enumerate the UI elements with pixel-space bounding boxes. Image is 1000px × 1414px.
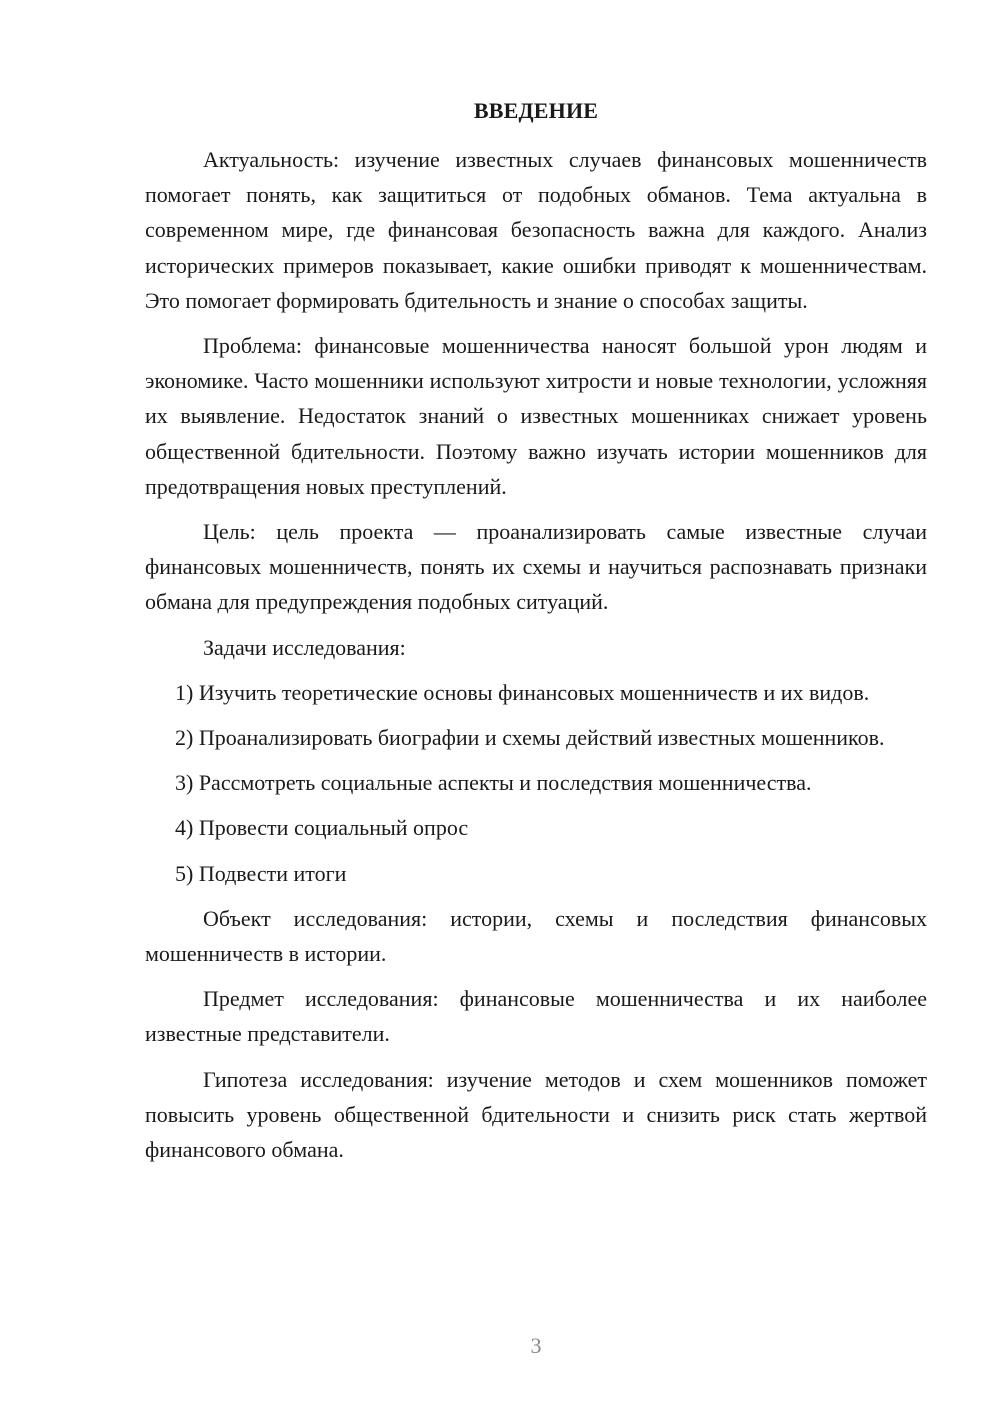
task-item-3: 3) Рассмотреть социальные аспекты и последствия мошенничества.: [175, 770, 812, 796]
task-item-4: 4) Провести социальный опрос: [175, 815, 469, 841]
page-title: ВВЕДЕНИЕ: [473, 98, 599, 123]
task-item-2: 2) Проанализировать биографии и схемы действий известных мошенников.: [175, 725, 885, 751]
document-page: [145, 96, 927, 1167]
tasks-heading: Задачи исследования:: [203, 634, 406, 660]
problem-paragraph: Проблема: финансовые мошенничества наносят большой урон людям и экономике. Часто мошенники используют хитрости и новые технологии, усложняя их выявление. Недостаток знаний о известных мошенниках снижает уровень общественной бдительности. Поэтому важно изучать истории мошенников для предотвращения новых преступлений.: [145, 333, 927, 499]
subject-paragraph: Предмет исследования: финансовые мошенничества и их наиболее известные представители.: [145, 986, 927, 1047]
hypothesis-paragraph: Гипотеза исследования: изучение методов и схем мошенников поможет повысить уровень общественной бдительности и снизить риск стать жертвой финансового обмана.: [145, 1066, 927, 1163]
task-item-5: 5) Подвести итоги: [175, 860, 347, 886]
goal-paragraph: Цель: цель проекта — проанализировать самые известные случаи финансовых мошенничеств, понять их схемы и научиться распознавать признаки обмана для предупреждения подобных ситуаций.: [145, 519, 927, 615]
relevance-paragraph: Актуальность: изучение известных случаев финансовых мошенничеств помогает понять, как защититься от подобных обманов. Тема актуальна в современном мире, где финансовая безопасность важна для каждого. Анализ исторических примеров показывает, какие ошибки приводят к мошенничествам. Это помогает формировать бдительность и знание о способах защиты.: [145, 147, 927, 313]
page-number: 3: [530, 1333, 542, 1358]
object-paragraph: Объект исследования: истории, схемы и последствия финансовых мошенничеств в истории.: [145, 905, 927, 967]
task-item-1: 1) Изучить теоретические основы финансовых мошенничеств и их видов.: [175, 679, 870, 705]
